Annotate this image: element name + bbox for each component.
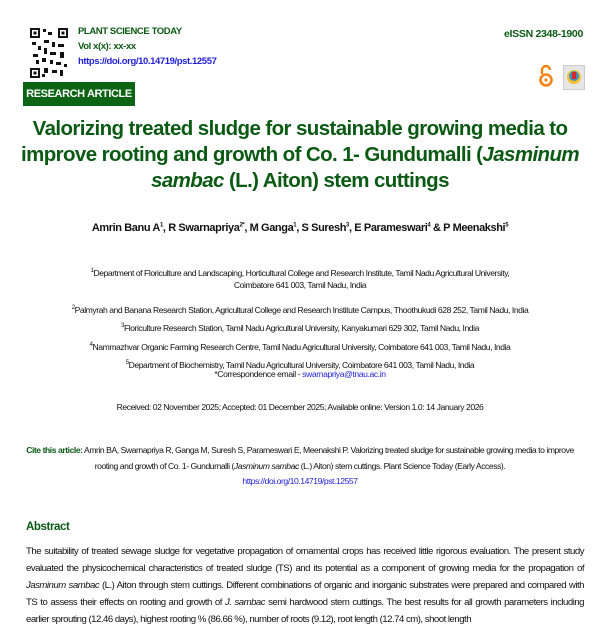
affiliation-2: $^2$Palmyrah and Banana Research Station, Agricultural College and Research Institute Campus, Thoothukudi 628 252, Tamil Nadu, India	[71, 304, 529, 315]
journal-volume: Vol x(x): xx-xx	[78, 41, 136, 52]
qr-code-icon	[30, 28, 68, 78]
affiliation-4: $^4$Nammazhvar Organic Farming Research Centre, Tamil Nadu Agricultural University, Coimbatore 641 003, Tamil Nadu, India	[89, 341, 511, 352]
abstract-body: The suitability of treated sewage sludge for vegetative propagation of ornamental crops has received little rigorous evaluation. The present study evaluated the physicochemical characteristics of treated sludge (TS) and its potential as a component of growing media for the propagation of Jasminum sambac (L.) Aiton through stem cuttings. Different combinations of organic and inorganic substrates were prepared and compared with TS to assess their effects on rooting and growth of J. sambac semi hardwood stem cuttings. The best results for all growth parameters including earlier sprouting (12.46 days), highest rooting % (86.66 %), number of roots (9.12), root length (12.74 cm), shoot length	[26, 546, 584, 625]
author-name: Amrin Banu A	[91, 222, 160, 234]
author-name: R Swarnapriya	[168, 222, 240, 234]
affiliation-5-text: $^5$Department of Biochemistry, Tamil Nadu Agricultural University, Coimbatore 641 003, Tamil Nadu, India	[125, 359, 475, 370]
eissn: eISSN 2348-1900	[504, 28, 583, 40]
author-list: Amrin Banu $A^1$, R Swarnapriya$^{2*}$, M Ganga$^1$, S Suresh$^3$, E Parameswari$^4$ & P Meenakshi$^5$	[91, 222, 509, 234]
correspondence: *Correspondence email - swarnapriya@tnau.ac.in	[214, 369, 386, 379]
crossmark-icon[interactable]	[563, 65, 585, 90]
abstract-heading: Abstract	[26, 521, 70, 533]
author-name: S Suresh	[301, 222, 347, 234]
author-name: E Parameswari	[354, 222, 428, 234]
open-access-icon[interactable]	[538, 64, 554, 88]
article-type-badge: RESEARCH ARTICLE	[23, 82, 135, 106]
email-link[interactable]: swarnapriya@tnau.ac.in	[302, 369, 386, 379]
article-title: Valorizing treated sludge for sustainable growing media to improve rooting and growth of Co. 1- Gundumalli (Jasminum sambac (L.) Aiton) stem cuttings	[20, 117, 580, 192]
citation: Cite this article: Amrin BA, Swarnapriya R, Ganga M, Suresh S, Parameswari E, Meenakshi P. Valorizing treated sludge for sustainable growing media to improve rooting and growth of Co. 1- Gundumalli (Jasminum sambac (L.) Aiton) stem cuttings. Plant Science Today (Early Access). https://doi.org/10.14719/pst.12557	[26, 445, 574, 486]
author-name: P Meenakshi	[443, 222, 506, 234]
journal-name: PLANT SCIENCE TODAY	[78, 26, 182, 37]
affiliation-3: $^3$Floriculture Research Station, Tamil Nadu Agricultural University, Kanyakumari 629 302, Tamil Nadu, India	[121, 322, 479, 333]
citation-doi-link[interactable]: https://doi.org/10.14719/pst.12557	[242, 476, 358, 486]
received-dates: Received: 02 November 2025; Accepted: 01 December 2025; Available online: Version 1.0: 14 January 2026	[116, 402, 484, 412]
affiliation-1: $^1$Department of Floriculture and Landscaping, Horticultural College and Research Institute, Tamil Nadu Agricultural University, Coimbatore 641 003, Tamil Nadu, India	[90, 267, 510, 290]
author-name: M Ganga	[249, 222, 294, 234]
doi-link[interactable]: https://doi.org/10.14719/pst.12557	[78, 56, 217, 67]
